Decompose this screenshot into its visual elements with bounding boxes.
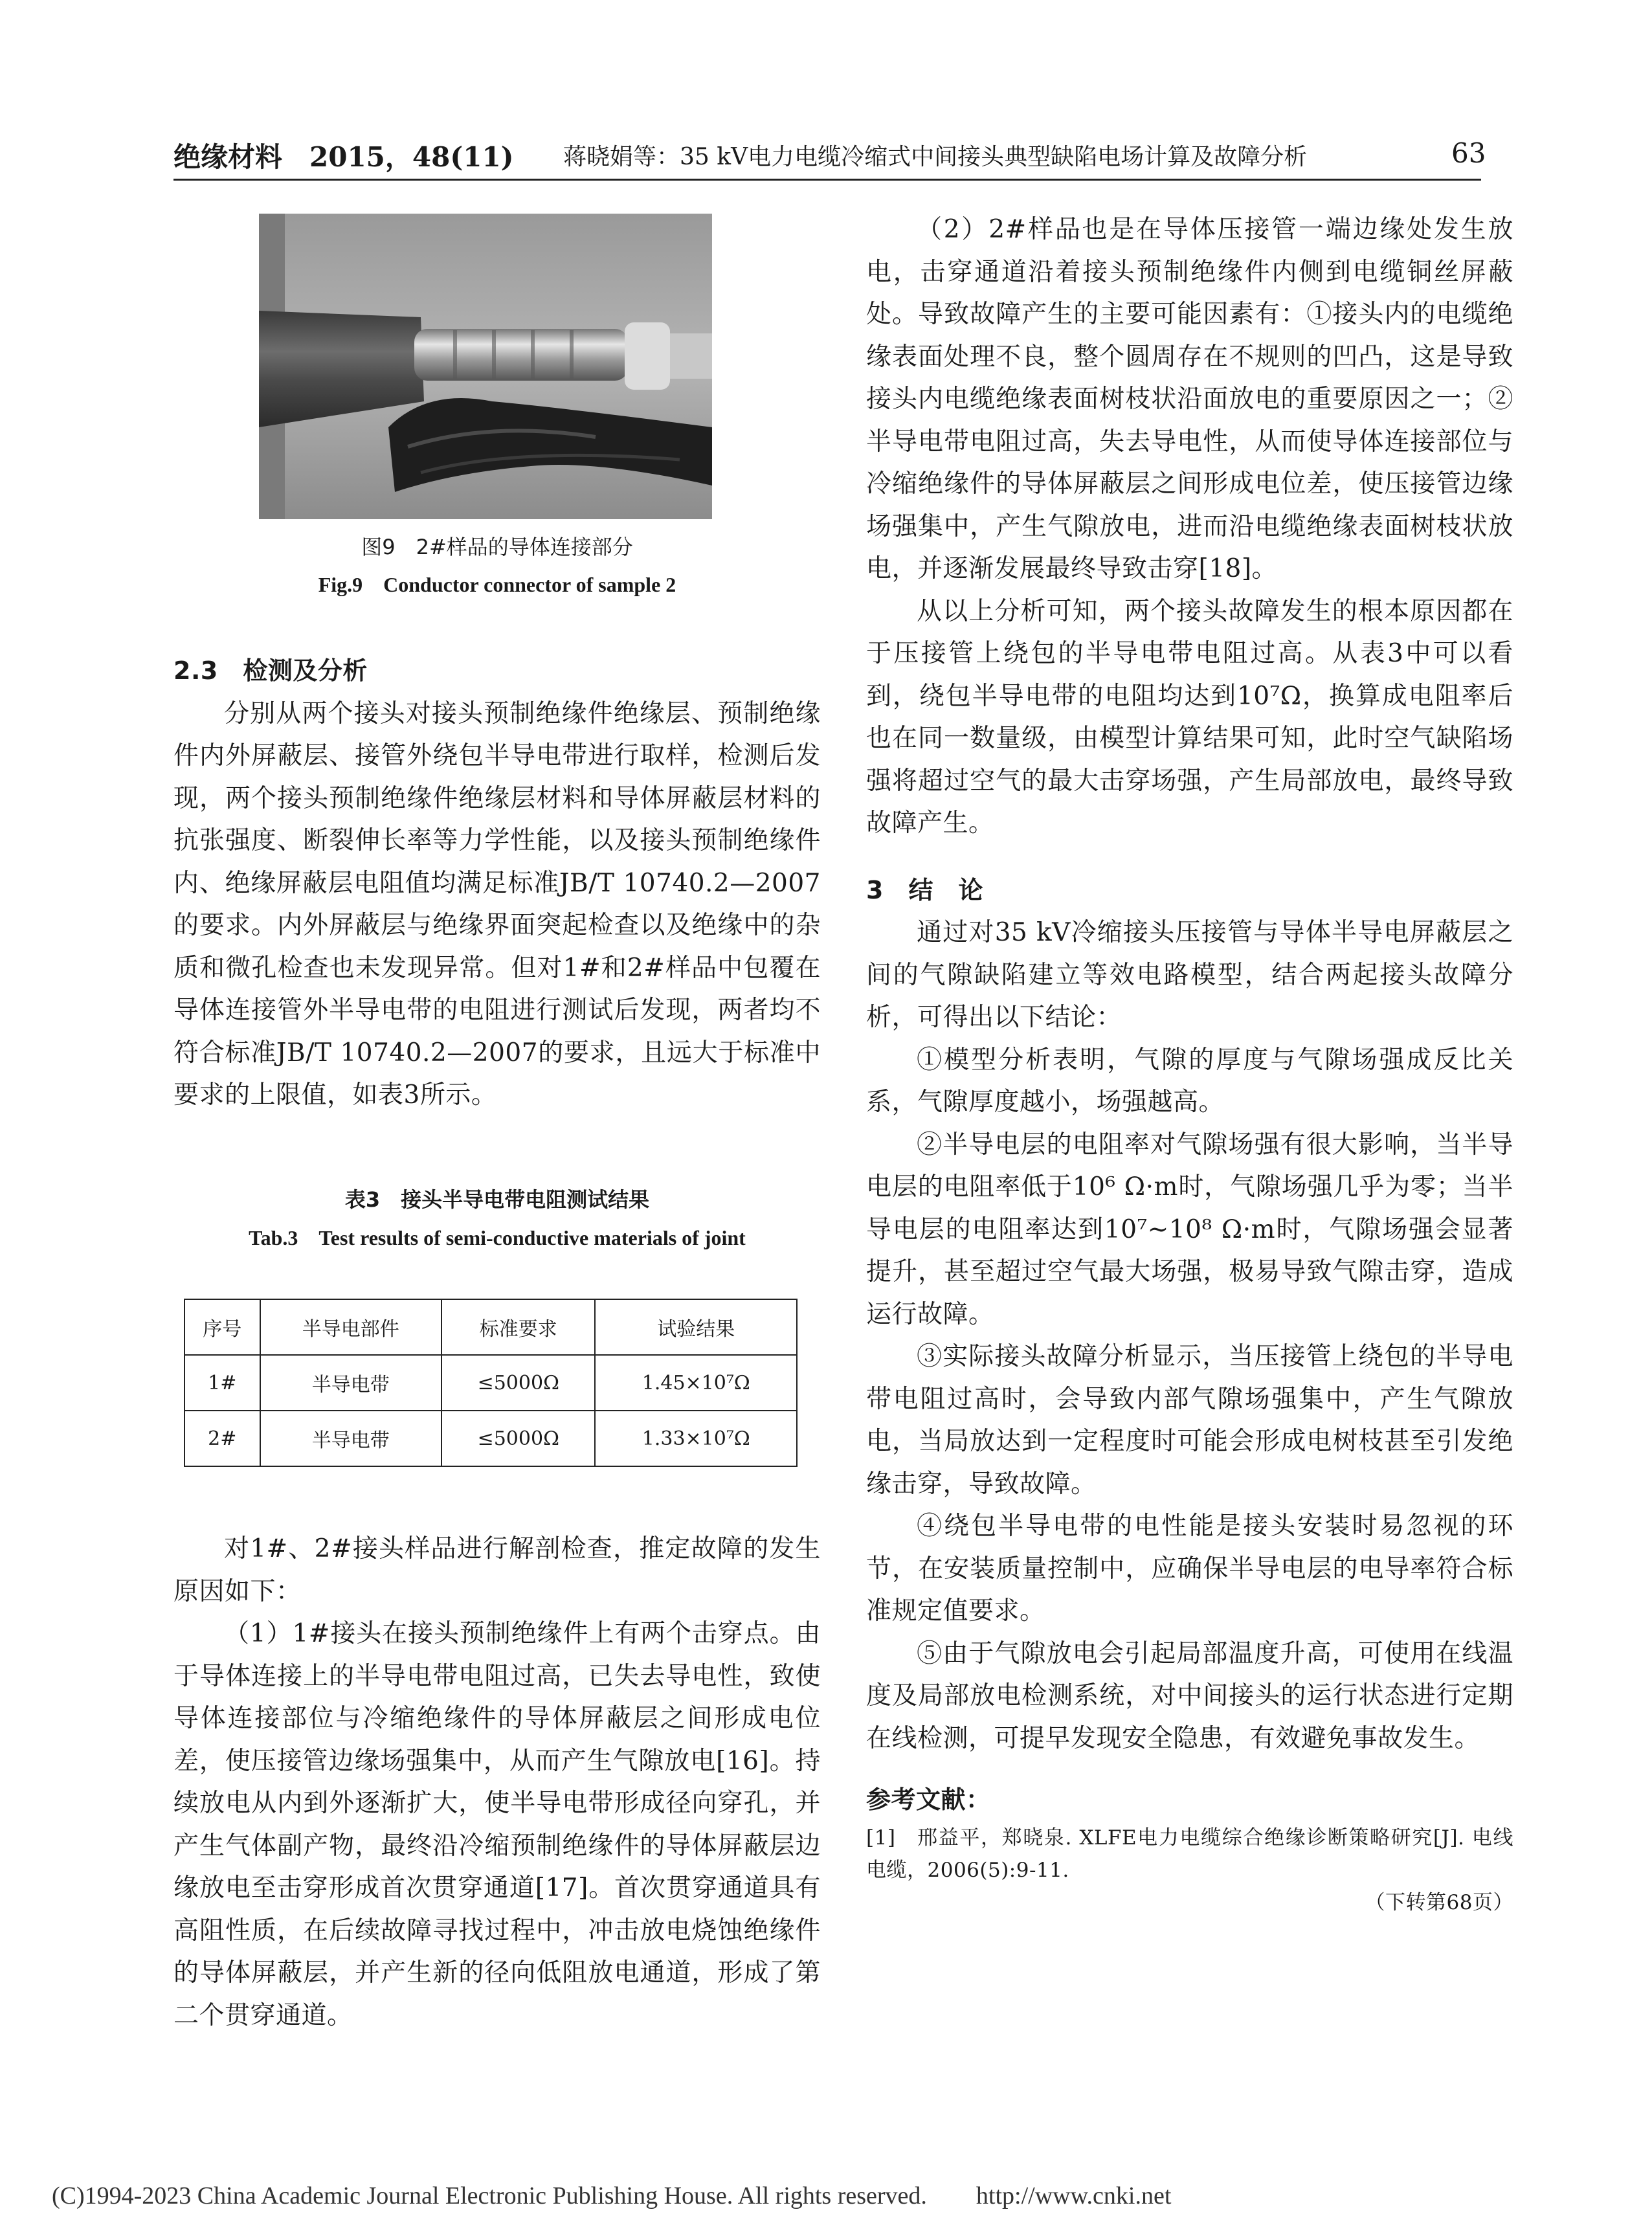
table-cell: 2# (184, 1411, 260, 1466)
table-cell: 1# (184, 1355, 260, 1411)
left-column-top (173, 650, 821, 1117)
table-caption-en: Tab.3 Test results of semi-conductive materials of joint (249, 1226, 746, 1249)
results-table (184, 1299, 798, 1467)
paragraph: 从以上分析可知，两个接头故障发生的根本原因都在于压接管上绕包的半导电带电阻过高。从表3中可以看到，绕包半导电带的电阻均达到10⁷Ω，换算成电阻率后也在同一数量级，由模型计算结果可知，此时空气缺陷场强将超过空气的最大击穿场强，产生局部放电，最终导致故障产生。 (866, 596, 1513, 838)
running-title: 蒋晓娟等：35 kV电力电缆冷缩式中间接头典型缺陷电场计算及故障分析 (563, 144, 1308, 170)
paragraph: 对1#、2#接头样品进行解剖检查，推定故障的发生原因如下： (173, 1534, 821, 1606)
conclusion-item: ④绕包半导电带的电性能是接头安装时易忽视的环节，在安装质量控制中，应确保半导电层的电导率符合标准规定值要求。 (866, 1512, 1513, 1626)
table-header: 试验结果 (595, 1299, 797, 1355)
paragraph: （2）2#样品也是在导体压接管一端边缘处发生放电，击穿通道沿着接头预制绝缘件内侧到电缆铜丝屏蔽处。导致故障产生的主要可能因素有：①接头内的电缆绝缘表面处理不良，整个圆周存在不规则的凹凸，这是导致接头内电缆绝缘表面树枝状沿面放电的重要原因之一；②半导电带电阻过高，失去导电性，从而使导体连接部位与冷缩绝缘件的导体屏蔽层之间形成电位差，使压接管边缘场强集中，产生气隙放电，进而沿电缆绝缘表面树枝状放电，并逐渐发展最终导致击穿[18]。 (866, 215, 1513, 583)
figure-photo (259, 214, 712, 519)
journal-name: 绝缘材料 2015，48(11) (173, 141, 514, 173)
table-caption-cn: 表3 接头半导电带电阻测试结果 (344, 1187, 650, 1212)
table-header: 半导电部件 (260, 1299, 441, 1355)
right-column (866, 208, 1513, 1919)
table-header: 标准要求 (441, 1299, 595, 1355)
left-column-bottom (173, 1528, 821, 2037)
table-cell: ≤5000Ω (441, 1411, 595, 1466)
figure-caption-cn: 图9 2#样品的导体连接部分 (361, 535, 633, 559)
table-header: 序号 (184, 1299, 260, 1355)
table-row (184, 1355, 797, 1411)
table-cell: 1.33×10⁷Ω (595, 1411, 797, 1466)
figure-caption-en: Fig.9 Conductor connector of sample 2 (318, 573, 676, 596)
references-heading: 参考文献： (866, 1785, 991, 1814)
section-heading-2-3: 2.3 检测及分析 (173, 656, 368, 685)
conclusion-item: ③实际接头故障分析显示，当压接管上绕包的半导电带电阻过高时，会导致内部气隙场强集中，产生气隙放电，当局放达到一定程度时可能会形成电树枝甚至引发绝缘击穿，导致故障。 (866, 1342, 1513, 1499)
conclusion-item: ①模型分析表明，气隙的厚度与气隙场强成反比关系，气隙厚度越小，场强越高。 (866, 1045, 1513, 1117)
table-cell: ≤5000Ω (441, 1355, 595, 1411)
conclusion-item: ⑤由于气隙放电会引起局部温度升高，可使用在线温度及局部放电检测系统，对中间接头的运行状态进行定期在线检测，可提早发现安全隐患，有效避免事故发生。 (866, 1638, 1513, 1753)
reference-item: [1] 邢益平，郑晓泉. XLFE电力电缆综合绝缘诊断策略研究[J]. 电线电缆，2006(5):9-11. (866, 1826, 1513, 1882)
continued-note: （下转第68页） (1365, 1890, 1513, 1914)
table-row (184, 1411, 797, 1466)
section-heading-3: 3 结 论 (866, 875, 983, 904)
paragraph: 通过对35 kV冷缩接头压接管与导体半导电屏蔽层之间的气隙缺陷建立等效电路模型，结合两起接头故障分析，可得出以下结论： (866, 918, 1513, 1032)
table-cell: 半导电带 (260, 1355, 441, 1411)
table-cell: 半导电带 (260, 1411, 441, 1466)
paragraph: 分别从两个接头对接头预制绝缘件绝缘层、预制绝缘件内外屏蔽层、接管外绕包半导电带进行取样，检测后发现，两个接头预制绝缘件绝缘层材料和导体屏蔽层材料的抗张强度、断裂伸长率等力学性能，以及接头预制绝缘件内、绝缘屏蔽层电阻值均满足标准JB/T 10740.2—2007的要求。内外屏蔽层与绝缘界面突起检查以及绝缘中的杂质和微孔检查也未发现异常。但对1#和2#样品中包覆在导体连接管外半导电带的电阻进行测试后发现，两者均不符合标准JB/T 10740.2—2007的要求，且远大于标准中要求的上限值，如表3所示。 (173, 699, 821, 1110)
page-number: 63 (1451, 137, 1486, 169)
conclusion-item: ②半导电层的电阻率对气隙场强有很大影响，当半导电层的电阻率低于10⁶ Ω·m时，气隙场强几乎为零；当半导电层的电阻率达到10⁷~10⁸ Ω·m时，气隙场强会显著提升，甚至超过空气最大场强，极易导致气隙击穿，造成运行故障。 (866, 1130, 1513, 1329)
header-rule (173, 179, 1481, 181)
paragraph: （1）1#接头在接头预制绝缘件上有两个击穿点。由于导体连接上的半导电带电阻过高，已失去导电性，致使导体连接部位与冷缩绝缘件的导体屏蔽层之间形成电位差，使压接管边缘场强集中，从而产生气隙放电[16]。持续放电从内到外逐渐扩大，使半导电带形成径向穿孔，并产生气体副产物，最终沿冷缩预制绝缘件的导体屏蔽层边缘放电至击穿形成首次贯穿通道[17]。首次贯穿通道具有高阻性质，在后续故障寻找过程中，冲击放电烧蚀绝缘件的导体屏蔽层，并产生新的径向低阻放电通道，形成了第二个贯穿通道。 (173, 1619, 821, 2030)
table-cell: 1.45×10⁷Ω (595, 1355, 797, 1411)
conductor-connector-image (259, 214, 712, 519)
copyright-footer: (C)1994-2023 China Academic Journal Electronic Publishing House. All rights reserved. http://www.cnki.net (52, 2182, 1172, 2209)
table-header-row (184, 1299, 797, 1355)
